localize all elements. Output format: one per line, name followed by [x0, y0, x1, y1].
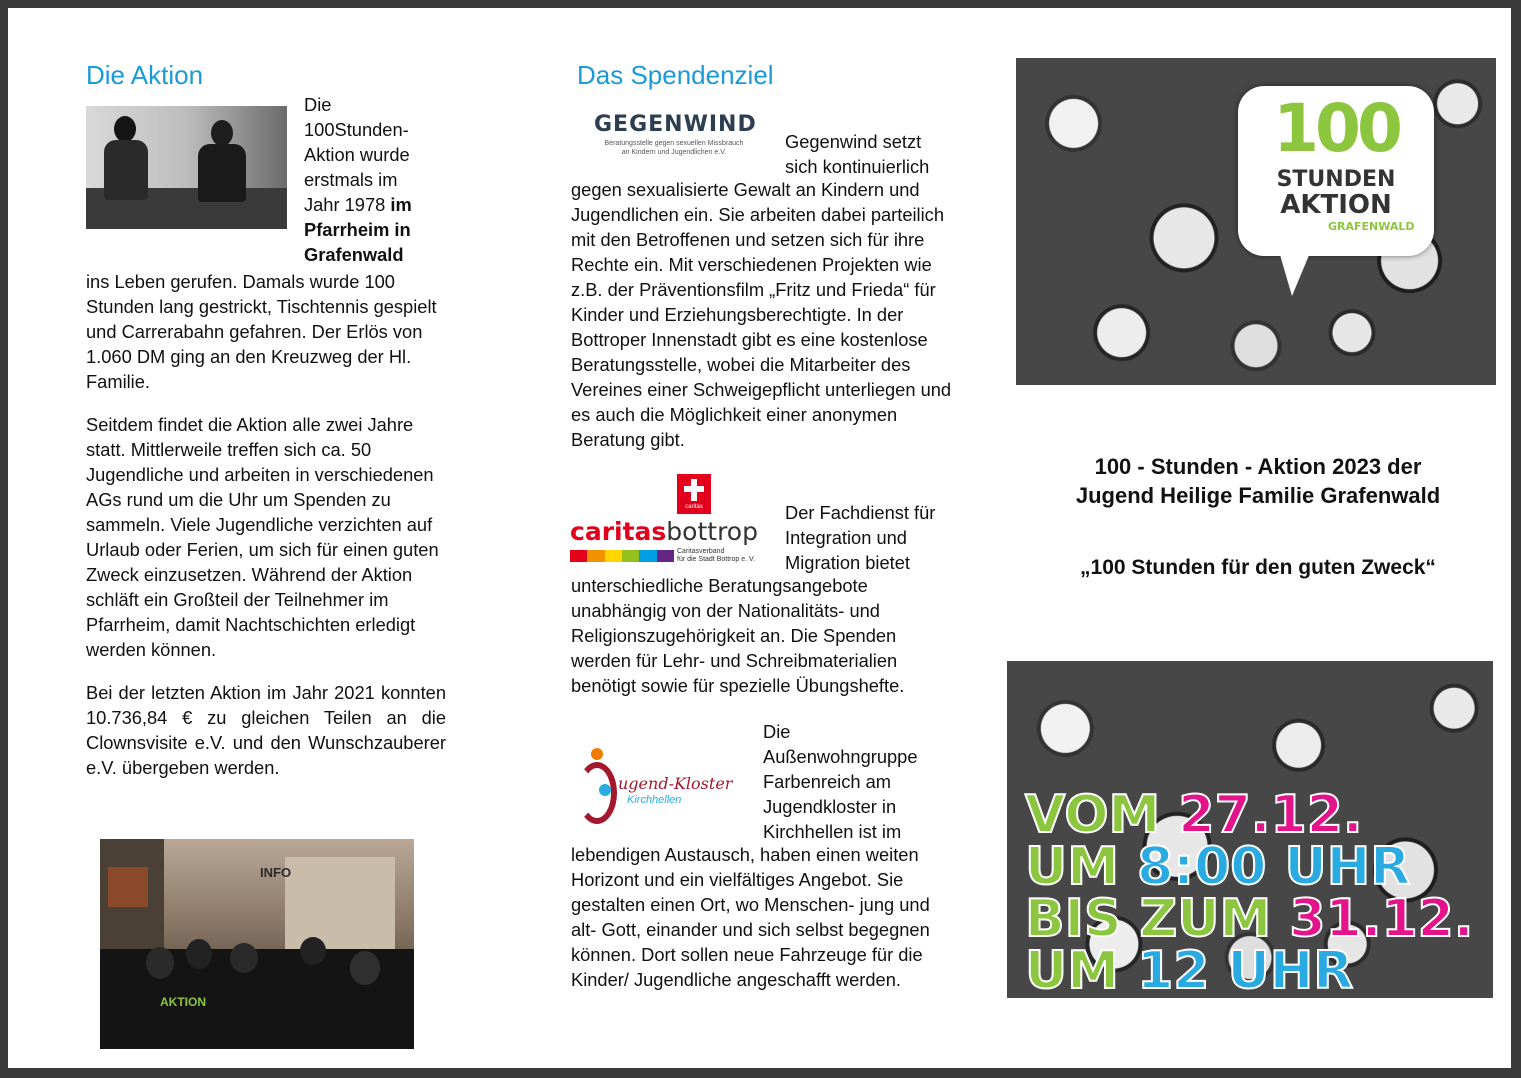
- caritas-color-bar: [570, 550, 674, 562]
- intro-side-text: [304, 92, 444, 267]
- event-title-line: 100 - Stunden - Aktion 2023 der: [1094, 454, 1422, 479]
- caritas-side-line: Der Fachdienst für: [785, 502, 936, 523]
- kloster-head-icon: [591, 748, 603, 760]
- logo-place: GRAFENWALD: [1328, 220, 1415, 233]
- die-aktion-heading: Die Aktion: [86, 60, 204, 90]
- date-clocks-image: [1007, 661, 1493, 1001]
- caritas-logo-sub: [677, 548, 755, 564]
- photo-info-sign: INFO: [260, 865, 292, 880]
- event-slogan: „100 Stunden für den guten Zweck“: [1080, 556, 1436, 579]
- jugend-kloster-logo: [577, 748, 747, 828]
- intro-line-year: [304, 192, 444, 217]
- gegenwind-side-text: [785, 129, 965, 179]
- speech-bubble-tail: [1278, 248, 1312, 296]
- paragraph-last-donation: Bei der letzten Aktion im Jahr 2021 konnten 10.736,84 € zu gleichen Teilen an die Clownsvisite e.V. und den Wunschzauberer e.V. übergeben werden.: [86, 682, 446, 778]
- date-word: VOM: [1025, 785, 1161, 845]
- kloster-side-line: Kirchhellen ist im: [763, 821, 902, 842]
- caritas-side-text: [785, 500, 965, 575]
- gegenwind-side-line: sich kontinuierlich: [785, 156, 930, 177]
- photo-shirt-text: AKTION: [160, 995, 206, 1009]
- logo-aktion: AKTION: [1280, 190, 1392, 220]
- intro-bold: im: [390, 194, 412, 215]
- logo-stunden: STUNDEN: [1276, 167, 1396, 192]
- gegenwind-logo: [594, 112, 757, 164]
- caritas-logo: [570, 474, 780, 566]
- aktion-body: [86, 269, 446, 780]
- intro-line: 100Stunden-: [304, 119, 409, 140]
- historic-photo: [86, 106, 287, 229]
- date-line-4: [1025, 941, 1491, 1001]
- date-word: UM: [1025, 837, 1119, 897]
- gegenwind-body: gegen sexualisierte Gewalt an Kindern und Jugendlichen ein. Sie arbeiten dabei parteilich mit den Betroffenen und setzen sich für ihre Rechte ein. Mit verschiedenen Projekten wie z.B. der Präventionsfilm „Fritz und Frieda“ für Kinder und Erziehungsberechtigte. In der Bottroper Innenstadt gibt es eine kostenlose Beratungsstelle, wobei die Mitarbeiter des Vereines einer Schweigepflicht unterliegen und es auch die Möglichkeit einer anonymen Beratung gibt.: [571, 179, 952, 450]
- intro-bold: Grafenwald: [304, 244, 404, 265]
- intro-year-text: Jahr 1978: [304, 194, 391, 215]
- date-value: 27.12.: [1178, 785, 1363, 845]
- date-word: BIS ZUM: [1025, 889, 1272, 949]
- caritas-logo-sub-line: Caritasverband: [677, 548, 725, 555]
- kloster-dot-icon: [599, 784, 611, 796]
- intro-bold: Pfarrheim in: [304, 219, 411, 240]
- date-value: 8:00 UHR: [1137, 837, 1411, 897]
- caritas-logo-sub-line: für die Stadt Bottrop e. V.: [677, 556, 755, 563]
- intro-line: [304, 242, 444, 267]
- date-value: 12 UHR: [1137, 941, 1354, 1001]
- spendenziel-heading: Das Spendenziel: [577, 60, 774, 90]
- kloster-arc-icon: [577, 762, 617, 824]
- gegenwind-logo-name: GEGENWIND: [594, 112, 757, 137]
- event-title-line: Jugend Heilige Familie Grafenwald: [1075, 483, 1441, 508]
- caritas-wordmark-dark: bottrop: [666, 517, 758, 546]
- caritas-side-line: Migration bietet: [785, 552, 910, 573]
- date-line-2: [1025, 837, 1491, 897]
- logo-100-text: 100: [1273, 90, 1399, 167]
- gegenwind-side-line: Gegenwind setzt: [785, 131, 922, 152]
- kloster-side-line: Farbenreich am: [763, 771, 892, 792]
- flyer-page: [8, 8, 1511, 1068]
- kloster-logo-name: ugend-Kloster: [618, 774, 733, 793]
- kloster-body: lebendigen Austausch, haben einen weiten Horizont und ein vielfältiges Angebot. Sie gestalten einen Ort, wo Menschen- jung und alt- Gott, einander und sich selbst begegnen können. Dort sollen neue Fahrzeuge für die Kinder/ Jugendliche angeschafft werden.: [571, 844, 930, 990]
- gegenwind-logo-sub-line: Beratungsstelle gegen sexuellen Missbrauch: [604, 140, 744, 147]
- clocks-logo-image: [1016, 58, 1496, 385]
- date-value: 31.12.: [1289, 889, 1474, 949]
- date-line-3: [1025, 889, 1491, 949]
- date-line-1: [1025, 785, 1491, 845]
- caritas-wordmark-red: caritas: [570, 517, 667, 546]
- caritas-small-label: caritas: [685, 504, 703, 510]
- date-block: [1025, 785, 1491, 1001]
- kloster-logo-sub: Kirchhellen: [627, 794, 682, 806]
- caritas-wordmark: [570, 518, 758, 546]
- gegenwind-logo-sub: [594, 139, 754, 157]
- paragraph-schedule: Seitdem findet die Aktion alle zwei Jahre statt. Mittlerweile treffen sich ca. 50 Jugendliche und arbeiten in verschiedenen AGs rund um die Uhr um Spenden zu sammeln. Viele Jugendliche verzichten auf Urlaub oder Ferien, um sich für einen guten Zweck einzusetzen. Während der Aktion schläft ein Großteil der Teilnehmer im Pfarrheim, damit Nachtschichten erledigt werden können.: [86, 414, 439, 660]
- logo-100: [1238, 90, 1434, 167]
- caritas-body: unterschiedliche Beratungsangebote unabhängig von der Nationalitäts- und Religionszugehörigkeit an. Die Spenden werden für Lehr- und Schreibmaterialien benötigt sowie für spezielle Übungshefte.: [571, 575, 905, 696]
- group-photo: [100, 839, 414, 1049]
- intro-line: Die: [304, 94, 332, 115]
- intro-line: Aktion wurde: [304, 144, 410, 165]
- intro-line: erstmals im: [304, 169, 398, 190]
- gegenwind-logo-sub-line: an Kindern und Jugendlichen e.V.: [621, 149, 727, 156]
- caritas-side-line: Integration und: [785, 527, 907, 548]
- date-word: UM: [1025, 941, 1119, 1001]
- kloster-side-line: Außenwohngruppe: [763, 746, 918, 767]
- kloster-side-text: [763, 719, 953, 844]
- kloster-side-line: Jugendkloster in: [763, 796, 897, 817]
- kloster-side-line: Die: [763, 721, 791, 742]
- caritas-cross-icon: [677, 474, 711, 514]
- paragraph-history: ins Leben gerufen. Damals wurde 100 Stunden lang gestrickt, Tischtennis gespielt und Carrerabahn gefahren. Der Erlös von 1.060 DM ging an den Kreuzweg der Hl. Familie.: [86, 271, 437, 392]
- event-title: [1018, 452, 1498, 510]
- intro-line: [304, 217, 444, 242]
